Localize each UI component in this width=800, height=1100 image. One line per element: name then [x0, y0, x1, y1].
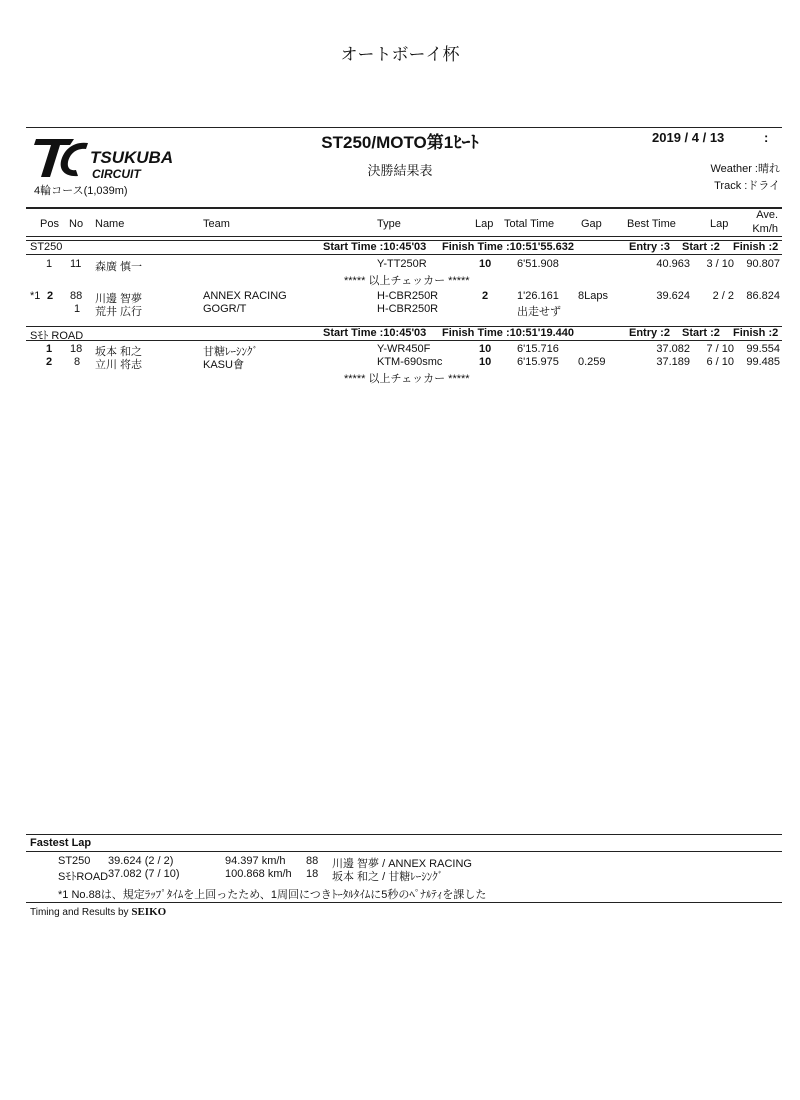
row-pos: 1 [46, 343, 53, 355]
row-total-time: 6'15.975 [517, 356, 559, 368]
fastest-lap-title-rule [26, 851, 782, 852]
row-team: KASU會 [203, 359, 244, 371]
row-best-time: 39.624 [656, 290, 690, 302]
row-no: 88 [70, 290, 83, 302]
row-type: H-CBR250R [377, 290, 439, 302]
checker-line: ***** 以上チェッカー ***** [344, 275, 470, 287]
col-total-time: Total Time [504, 218, 555, 230]
col-name: Name [95, 218, 125, 230]
row-lap: 10 [479, 343, 492, 355]
checker-line: ***** 以上チェッカー ***** [344, 373, 470, 385]
row-name: 立川 将志 [95, 359, 143, 371]
row-type: Y-WR450F [377, 343, 431, 355]
class-finish: Finish :2 [733, 241, 779, 253]
row-best-lap: 6 / 10 [706, 356, 734, 368]
class-finish: Finish :2 [733, 327, 779, 339]
col-avg-line1: Ave. [756, 209, 778, 221]
class-start-time: Start Time :10:45'03 [323, 327, 427, 339]
row-gap: 8Laps [578, 290, 608, 302]
row-best-lap: 2 / 2 [712, 290, 734, 302]
penalty-note: *1 No.88は、規定ﾗｯﾌﾟﾀｲﾑを上回ったため、1周回につきﾄｰﾀﾙﾀｲﾑに5秒のﾍﾟﾅﾙﾃｨを課した [58, 889, 487, 901]
row-name: 坂本 和之 [95, 346, 143, 358]
column-header-top-rule [26, 207, 782, 209]
row-best-lap: 7 / 10 [706, 343, 734, 355]
fastest-rider: 川邊 智夢 / ANNEX RACING [332, 858, 472, 870]
row-total-time: 6'51.908 [517, 258, 559, 270]
fastest-no: 88 [306, 855, 319, 867]
row-avg: 90.807 [746, 258, 780, 270]
row-team: 甘糖ﾚｰｼﾝｸﾞ [203, 346, 258, 358]
col-team: Team [203, 218, 230, 230]
weather: Weather :晴れ [710, 163, 780, 175]
track-condition: Track :ドライ [714, 180, 780, 192]
fastest-class: SﾓﾄROAD [58, 871, 109, 883]
class-name: ST250 [30, 241, 63, 253]
col-pos: Pos [40, 218, 59, 230]
row-type: Y-TT250R [377, 258, 427, 270]
fastest-speed: 94.397 km/h [225, 855, 286, 867]
subtitle: 決勝結果表 [367, 163, 433, 178]
course-label: 4輪コース(1,039m) [34, 185, 128, 197]
class-name: Sﾓﾄ ROAD [30, 330, 84, 342]
row-avg: 99.554 [746, 343, 780, 355]
fastest-lap-top-rule [26, 834, 782, 835]
row-best-time: 37.082 [656, 343, 690, 355]
class-start-time: Start Time :10:45'03 [323, 241, 427, 253]
footer-prefix: Timing and Results by [30, 907, 129, 918]
footer-rule [26, 902, 782, 903]
fastest-speed: 100.868 km/h [225, 868, 292, 880]
col-lap: Lap [475, 218, 494, 230]
col-best-time: Best Time [627, 218, 676, 230]
row-total-time: 出走せず [517, 306, 561, 318]
row-lap: 10 [479, 258, 492, 270]
col-no: No [69, 218, 84, 230]
footer-credit [30, 906, 166, 918]
row-no: 18 [70, 343, 83, 355]
col-avg-line2: Km/h [752, 223, 778, 235]
row-pos: 1 [46, 258, 53, 270]
row-best-time: 37.189 [656, 356, 690, 368]
col-type: Type [377, 218, 401, 230]
row-team: GOGR/T [203, 303, 247, 315]
event-title: オートボーイ杯 [340, 45, 460, 64]
row-lap: 10 [479, 356, 492, 368]
class-start: Start :2 [682, 241, 720, 253]
row-avg: 99.485 [746, 356, 780, 368]
row-best-lap: 3 / 10 [706, 258, 734, 270]
class-entry: Entry :2 [629, 327, 670, 339]
col-best-lap: Lap [710, 218, 729, 230]
row-best-time: 40.963 [656, 258, 690, 270]
row-gap: 0.259 [578, 356, 606, 368]
row-lap: 2 [482, 290, 489, 302]
fastest-rider: 坂本 和之 / 甘糖ﾚｰｼﾝｸﾞ [332, 871, 444, 883]
row-pos: 2 [46, 356, 53, 368]
fastest-time: 37.082 (7 / 10) [108, 868, 180, 880]
row-no: 8 [74, 356, 81, 368]
fastest-no: 18 [306, 868, 319, 880]
row-avg: 86.824 [746, 290, 780, 302]
seiko-logo: SEIKO [131, 906, 167, 918]
class-finish-time: Finish Time :10:51'19.440 [442, 327, 575, 339]
column-header-bottom-rule [26, 236, 782, 237]
row-no: 1 [74, 303, 81, 315]
row-pos: 2 [47, 290, 54, 302]
class-finish-time: Finish Time :10:51'55.632 [442, 241, 575, 253]
row-type: H-CBR250R [377, 303, 439, 315]
logo-text-circuit: CIRCUIT [92, 167, 141, 181]
fastest-lap-title: Fastest Lap [30, 837, 92, 849]
row-type: KTM-690smc [377, 356, 443, 368]
row-total-time: 1'26.161 [517, 290, 559, 302]
row-name: 森廣 慎一 [95, 261, 143, 273]
date-separator: : [764, 130, 769, 145]
row-total-time: 6'15.716 [517, 343, 559, 355]
col-gap: Gap [581, 218, 602, 230]
row-penalty-mark: *1 [30, 290, 41, 302]
row-name: 川邊 智夢 [95, 293, 143, 305]
row-name: 荒井 広行 [95, 306, 143, 318]
race-date: 2019 / 4 / 13 [652, 130, 725, 145]
class-start: Start :2 [682, 327, 720, 339]
logo-text-tsukuba: TSUKUBA [90, 148, 174, 167]
fastest-time: 39.624 (2 / 2) [108, 855, 174, 867]
race-title: ST250/MOTO第1ﾋｰﾄ [321, 133, 479, 152]
class-entry: Entry :3 [629, 241, 670, 253]
row-no: 11 [70, 258, 82, 270]
fastest-class: ST250 [58, 855, 91, 867]
row-team: ANNEX RACING [203, 290, 287, 302]
